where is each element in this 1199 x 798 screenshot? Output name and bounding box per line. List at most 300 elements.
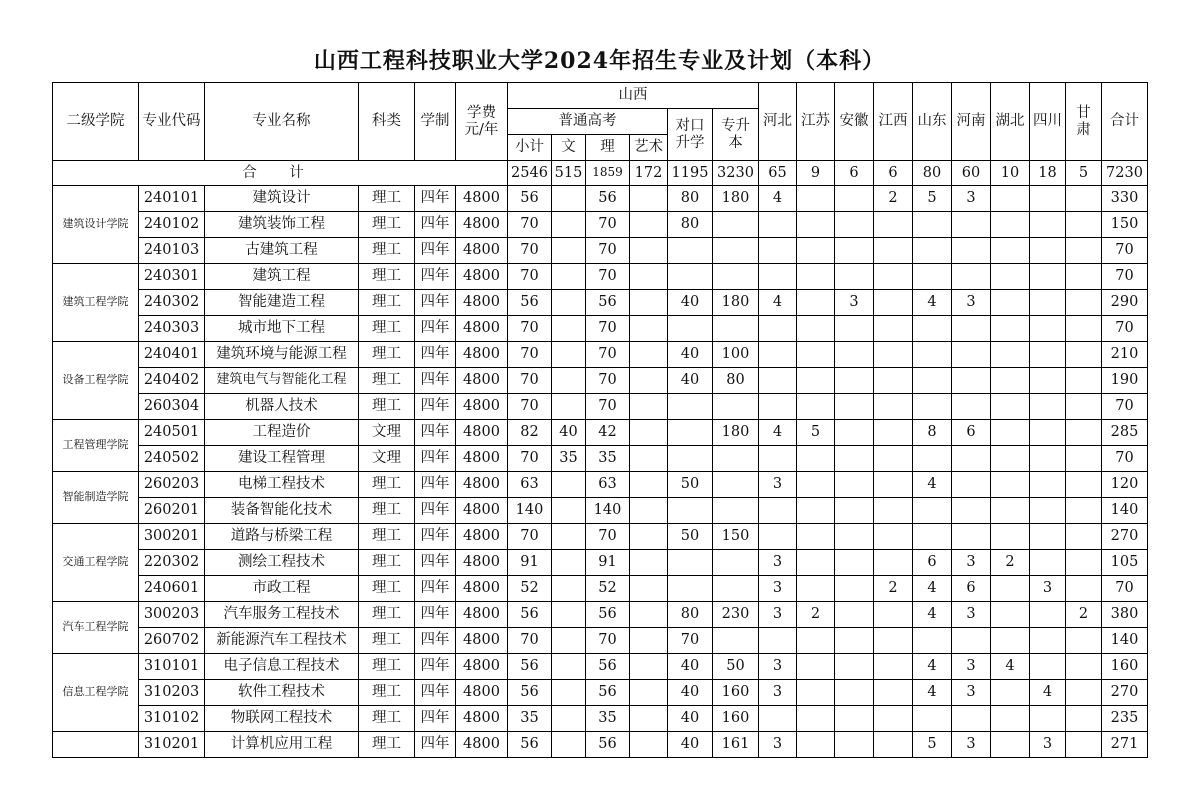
plan-value: 3 — [952, 732, 991, 758]
plan-value — [713, 316, 759, 342]
major-name: 建设工程管理 — [205, 446, 359, 472]
plan-value — [835, 420, 874, 446]
plan-value — [1030, 446, 1066, 472]
plan-value — [1066, 342, 1102, 368]
major-name: 新能源汽车工程技术 — [205, 628, 359, 654]
plan-value: 3 — [759, 680, 797, 706]
table-row — [53, 394, 1148, 420]
plan-value — [874, 342, 913, 368]
major-code: 240501 — [139, 420, 205, 446]
header-jiangsu: 江苏 — [797, 83, 835, 161]
table-row — [53, 290, 1148, 316]
plan-value — [552, 732, 586, 758]
major-name: 汽车服务工程技术 — [205, 602, 359, 628]
plan-value — [874, 732, 913, 758]
major-code: 240103 — [139, 238, 205, 264]
header-row-1 — [53, 83, 1148, 109]
major-fee: 4800 — [456, 342, 508, 368]
header-total: 合计 — [1102, 83, 1148, 161]
plan-value — [952, 472, 991, 498]
plan-value — [797, 342, 835, 368]
plan-value — [1066, 706, 1102, 732]
total-value: 2546 — [508, 161, 552, 186]
plan-value — [713, 550, 759, 576]
table-row — [53, 264, 1148, 290]
college-cell: 建筑设计学院 — [53, 186, 139, 264]
major-fee: 4800 — [456, 264, 508, 290]
plan-value — [797, 732, 835, 758]
plan-value: 140 — [586, 498, 630, 524]
plan-value: 70 — [586, 342, 630, 368]
page-title: 山西工程科技职业大学2024年招生专业及计划（本科） — [313, 48, 886, 74]
plan-value: 70 — [586, 368, 630, 394]
major-category: 理工 — [359, 342, 415, 368]
plan-value: 56 — [508, 290, 552, 316]
table-row — [53, 212, 1148, 238]
plan-value — [874, 264, 913, 290]
plan-value: 160 — [1102, 654, 1148, 680]
plan-value — [874, 368, 913, 394]
plan-value — [668, 316, 713, 342]
plan-value — [835, 654, 874, 680]
plan-value: 2 — [797, 602, 835, 628]
college-cell: 建筑工程学院 — [53, 264, 139, 342]
plan-value: 4 — [759, 290, 797, 316]
plan-value: 70 — [1102, 264, 1148, 290]
major-code: 240402 — [139, 368, 205, 394]
header-anhui: 安徽 — [835, 83, 874, 161]
plan-value: 70 — [508, 212, 552, 238]
plan-value — [1066, 498, 1102, 524]
plan-value — [552, 524, 586, 550]
plan-value — [991, 212, 1030, 238]
table-row — [53, 186, 1148, 212]
plan-value — [991, 420, 1030, 446]
plan-value: 150 — [713, 524, 759, 550]
plan-value — [630, 524, 668, 550]
plan-value — [552, 680, 586, 706]
plan-value — [668, 394, 713, 420]
plan-value: 6 — [952, 420, 991, 446]
plan-value: 70 — [508, 446, 552, 472]
major-name: 电子信息工程技术 — [205, 654, 359, 680]
major-name: 市政工程 — [205, 576, 359, 602]
plan-value — [991, 498, 1030, 524]
plan-value — [797, 628, 835, 654]
major-fee: 4800 — [456, 732, 508, 758]
major-duration: 四年 — [415, 264, 456, 290]
plan-value — [835, 498, 874, 524]
plan-value: 160 — [713, 706, 759, 732]
major-code: 240401 — [139, 342, 205, 368]
plan-value — [1066, 472, 1102, 498]
major-fee: 4800 — [456, 706, 508, 732]
major-name: 测绘工程技术 — [205, 550, 359, 576]
plan-value — [952, 342, 991, 368]
major-duration: 四年 — [415, 498, 456, 524]
major-code: 240102 — [139, 212, 205, 238]
plan-value — [1066, 420, 1102, 446]
plan-value: 70 — [668, 628, 713, 654]
plan-value — [630, 628, 668, 654]
major-category: 文理 — [359, 446, 415, 472]
plan-value — [630, 212, 668, 238]
plan-value — [1030, 420, 1066, 446]
major-fee: 4800 — [456, 524, 508, 550]
plan-value — [797, 212, 835, 238]
plan-value — [630, 732, 668, 758]
plan-value — [668, 576, 713, 602]
plan-value: 63 — [586, 472, 630, 498]
plan-value — [835, 472, 874, 498]
major-code: 310101 — [139, 654, 205, 680]
plan-value: 6 — [952, 576, 991, 602]
plan-value — [835, 212, 874, 238]
plan-value — [552, 186, 586, 212]
major-fee: 4800 — [456, 212, 508, 238]
table-row — [53, 550, 1148, 576]
plan-value — [874, 290, 913, 316]
major-duration: 四年 — [415, 628, 456, 654]
plan-value: 40 — [668, 368, 713, 394]
header-henan: 河南 — [952, 83, 991, 161]
header-gansu-line1: 甘 — [1076, 104, 1091, 121]
plan-value — [991, 472, 1030, 498]
plan-value — [552, 628, 586, 654]
total-value: 6 — [874, 161, 913, 186]
plan-value — [874, 498, 913, 524]
plan-value — [991, 264, 1030, 290]
plan-value — [991, 394, 1030, 420]
plan-value: 70 — [586, 316, 630, 342]
plan-value — [668, 420, 713, 446]
major-category: 理工 — [359, 238, 415, 264]
plan-value — [552, 472, 586, 498]
plan-value: 50 — [713, 654, 759, 680]
plan-value: 120 — [1102, 472, 1148, 498]
plan-value — [835, 316, 874, 342]
major-name: 道路与桥梁工程 — [205, 524, 359, 550]
plan-value: 2 — [991, 550, 1030, 576]
total-value: 3230 — [713, 161, 759, 186]
header-fee-line2: 元/年 — [464, 121, 499, 138]
plan-value: 3 — [759, 602, 797, 628]
plan-value: 70 — [586, 212, 630, 238]
plan-value: 40 — [668, 290, 713, 316]
total-value: 80 — [913, 161, 952, 186]
plan-value: 63 — [508, 472, 552, 498]
plan-value: 330 — [1102, 186, 1148, 212]
plan-value — [913, 316, 952, 342]
plan-value: 161 — [713, 732, 759, 758]
plan-value: 56 — [508, 654, 552, 680]
plan-value — [797, 498, 835, 524]
plan-value — [1066, 732, 1102, 758]
plan-value: 140 — [508, 498, 552, 524]
plan-value — [668, 446, 713, 472]
header-hubei: 湖北 — [991, 83, 1030, 161]
plan-value — [552, 316, 586, 342]
plan-value — [797, 316, 835, 342]
major-duration: 四年 — [415, 446, 456, 472]
plan-value — [552, 238, 586, 264]
major-category: 文理 — [359, 420, 415, 446]
plan-value — [1030, 628, 1066, 654]
major-duration: 四年 — [415, 576, 456, 602]
college-cell: 工程管理学院 — [53, 420, 139, 472]
plan-value — [552, 264, 586, 290]
plan-value — [874, 472, 913, 498]
plan-value — [991, 368, 1030, 394]
plan-value — [630, 420, 668, 446]
plan-value: 271 — [1102, 732, 1148, 758]
header-duikou-line1: 对口 — [675, 117, 705, 134]
major-category: 理工 — [359, 394, 415, 420]
plan-value — [630, 264, 668, 290]
major-code: 260203 — [139, 472, 205, 498]
table-row — [53, 576, 1148, 602]
plan-value — [874, 394, 913, 420]
total-value: 60 — [952, 161, 991, 186]
plan-value — [1030, 212, 1066, 238]
plan-value — [630, 706, 668, 732]
plan-value: 3 — [952, 680, 991, 706]
major-code: 240502 — [139, 446, 205, 472]
plan-value — [713, 498, 759, 524]
plan-value — [952, 628, 991, 654]
plan-value: 270 — [1102, 680, 1148, 706]
plan-value: 70 — [1102, 446, 1148, 472]
plan-value: 3 — [952, 550, 991, 576]
plan-value — [797, 472, 835, 498]
total-label: 合 计 — [53, 161, 508, 186]
plan-value: 3 — [1030, 732, 1066, 758]
plan-value: 40 — [668, 654, 713, 680]
plan-value — [835, 550, 874, 576]
plan-value: 190 — [1102, 368, 1148, 394]
plan-value — [1066, 264, 1102, 290]
plan-value — [874, 238, 913, 264]
header-fee — [456, 83, 508, 161]
plan-value: 70 — [586, 628, 630, 654]
major-duration: 四年 — [415, 472, 456, 498]
plan-value: 35 — [552, 446, 586, 472]
plan-value: 91 — [586, 550, 630, 576]
plan-value — [668, 264, 713, 290]
plan-value: 50 — [668, 472, 713, 498]
plan-value — [952, 212, 991, 238]
plan-value: 140 — [1102, 628, 1148, 654]
plan-value: 2 — [1066, 602, 1102, 628]
major-name: 电梯工程技术 — [205, 472, 359, 498]
header-hebei: 河北 — [759, 83, 797, 161]
major-duration: 四年 — [415, 706, 456, 732]
plan-value — [991, 576, 1030, 602]
header-gansu-line2: 肃 — [1076, 121, 1091, 138]
plan-value — [759, 394, 797, 420]
plan-value — [1030, 654, 1066, 680]
plan-value — [1030, 550, 1066, 576]
plan-value — [713, 238, 759, 264]
header-subtotal: 小计 — [508, 135, 552, 161]
header-zsb — [713, 109, 759, 161]
plan-value: 35 — [586, 446, 630, 472]
plan-value: 6 — [913, 550, 952, 576]
table-row — [53, 446, 1148, 472]
plan-value — [835, 602, 874, 628]
major-duration: 四年 — [415, 524, 456, 550]
major-name: 建筑工程 — [205, 264, 359, 290]
major-code: 240302 — [139, 290, 205, 316]
plan-value: 40 — [668, 342, 713, 368]
major-name: 计算机应用工程 — [205, 732, 359, 758]
header-gansu — [1066, 83, 1102, 161]
plan-value — [759, 628, 797, 654]
plan-value — [952, 706, 991, 732]
plan-value — [630, 498, 668, 524]
plan-value — [713, 472, 759, 498]
plan-value: 5 — [913, 186, 952, 212]
plan-value — [552, 498, 586, 524]
major-code: 260304 — [139, 394, 205, 420]
major-category: 理工 — [359, 706, 415, 732]
plan-value: 56 — [586, 654, 630, 680]
major-name: 智能建造工程 — [205, 290, 359, 316]
major-fee: 4800 — [456, 316, 508, 342]
major-duration: 四年 — [415, 316, 456, 342]
plan-value — [797, 654, 835, 680]
plan-value — [1030, 472, 1066, 498]
table-row — [53, 238, 1148, 264]
plan-value — [874, 706, 913, 732]
college-cell — [53, 732, 139, 758]
table-row — [53, 732, 1148, 758]
header-category: 科类 — [359, 83, 415, 161]
plan-value: 50 — [668, 524, 713, 550]
major-code: 240301 — [139, 264, 205, 290]
plan-value — [797, 576, 835, 602]
plan-value: 70 — [508, 524, 552, 550]
plan-value — [630, 368, 668, 394]
plan-value: 80 — [668, 212, 713, 238]
plan-value: 56 — [586, 186, 630, 212]
plan-value — [713, 628, 759, 654]
major-fee: 4800 — [456, 186, 508, 212]
major-code: 240303 — [139, 316, 205, 342]
plan-value — [630, 290, 668, 316]
plan-value: 70 — [508, 628, 552, 654]
major-name: 建筑环境与能源工程 — [205, 342, 359, 368]
major-category: 理工 — [359, 472, 415, 498]
plan-value — [1030, 186, 1066, 212]
major-code: 240101 — [139, 186, 205, 212]
header-duikou-line2: 升学 — [675, 134, 705, 151]
plan-value: 4 — [913, 290, 952, 316]
major-code: 310102 — [139, 706, 205, 732]
major-category: 理工 — [359, 550, 415, 576]
plan-value — [1066, 576, 1102, 602]
plan-value: 100 — [713, 342, 759, 368]
major-fee: 4800 — [456, 446, 508, 472]
plan-value — [874, 446, 913, 472]
major-duration: 四年 — [415, 212, 456, 238]
plan-value — [874, 654, 913, 680]
plan-value — [630, 472, 668, 498]
plan-value — [1066, 680, 1102, 706]
plan-value — [913, 394, 952, 420]
plan-value: 56 — [508, 186, 552, 212]
plan-value: 70 — [508, 238, 552, 264]
plan-value — [913, 342, 952, 368]
plan-value — [797, 680, 835, 706]
plan-value: 52 — [586, 576, 630, 602]
major-fee: 4800 — [456, 576, 508, 602]
plan-value — [952, 498, 991, 524]
major-name: 建筑装饰工程 — [205, 212, 359, 238]
college-cell: 汽车工程学院 — [53, 602, 139, 654]
major-name: 建筑设计 — [205, 186, 359, 212]
major-fee: 4800 — [456, 420, 508, 446]
plan-value: 290 — [1102, 290, 1148, 316]
major-name: 物联网工程技术 — [205, 706, 359, 732]
plan-value — [1030, 264, 1066, 290]
major-name: 建筑电气与智能化工程 — [205, 368, 359, 394]
plan-value: 4 — [913, 472, 952, 498]
plan-value — [797, 394, 835, 420]
table-row — [53, 602, 1148, 628]
plan-value — [630, 394, 668, 420]
plan-value: 80 — [668, 186, 713, 212]
plan-value — [759, 238, 797, 264]
major-category: 理工 — [359, 316, 415, 342]
plan-value: 35 — [508, 706, 552, 732]
plan-value — [913, 628, 952, 654]
header-fee-line1: 学费 — [467, 104, 496, 121]
plan-value — [759, 498, 797, 524]
plan-value — [1030, 342, 1066, 368]
plan-value — [630, 680, 668, 706]
header-college: 二级学院 — [53, 83, 139, 161]
major-fee: 4800 — [456, 498, 508, 524]
plan-value — [552, 342, 586, 368]
header-li: 理 — [586, 135, 630, 161]
plan-value — [913, 706, 952, 732]
plan-value — [991, 706, 1030, 732]
table-row — [53, 420, 1148, 446]
plan-value — [1030, 602, 1066, 628]
major-code: 310203 — [139, 680, 205, 706]
plan-value — [668, 498, 713, 524]
plan-value: 3 — [759, 550, 797, 576]
plan-value: 70 — [586, 524, 630, 550]
plan-value — [835, 394, 874, 420]
plan-value: 4 — [759, 420, 797, 446]
plan-value — [952, 394, 991, 420]
plan-value — [874, 420, 913, 446]
total-value: 1195 — [668, 161, 713, 186]
plan-value — [797, 368, 835, 394]
plan-value — [991, 290, 1030, 316]
major-fee: 4800 — [456, 394, 508, 420]
header-code: 专业代码 — [139, 83, 205, 161]
plan-value — [1066, 316, 1102, 342]
plan-value — [952, 368, 991, 394]
plan-value: 150 — [1102, 212, 1148, 238]
major-category: 理工 — [359, 576, 415, 602]
plan-value — [835, 628, 874, 654]
major-fee: 4800 — [456, 680, 508, 706]
plan-value: 3 — [759, 732, 797, 758]
